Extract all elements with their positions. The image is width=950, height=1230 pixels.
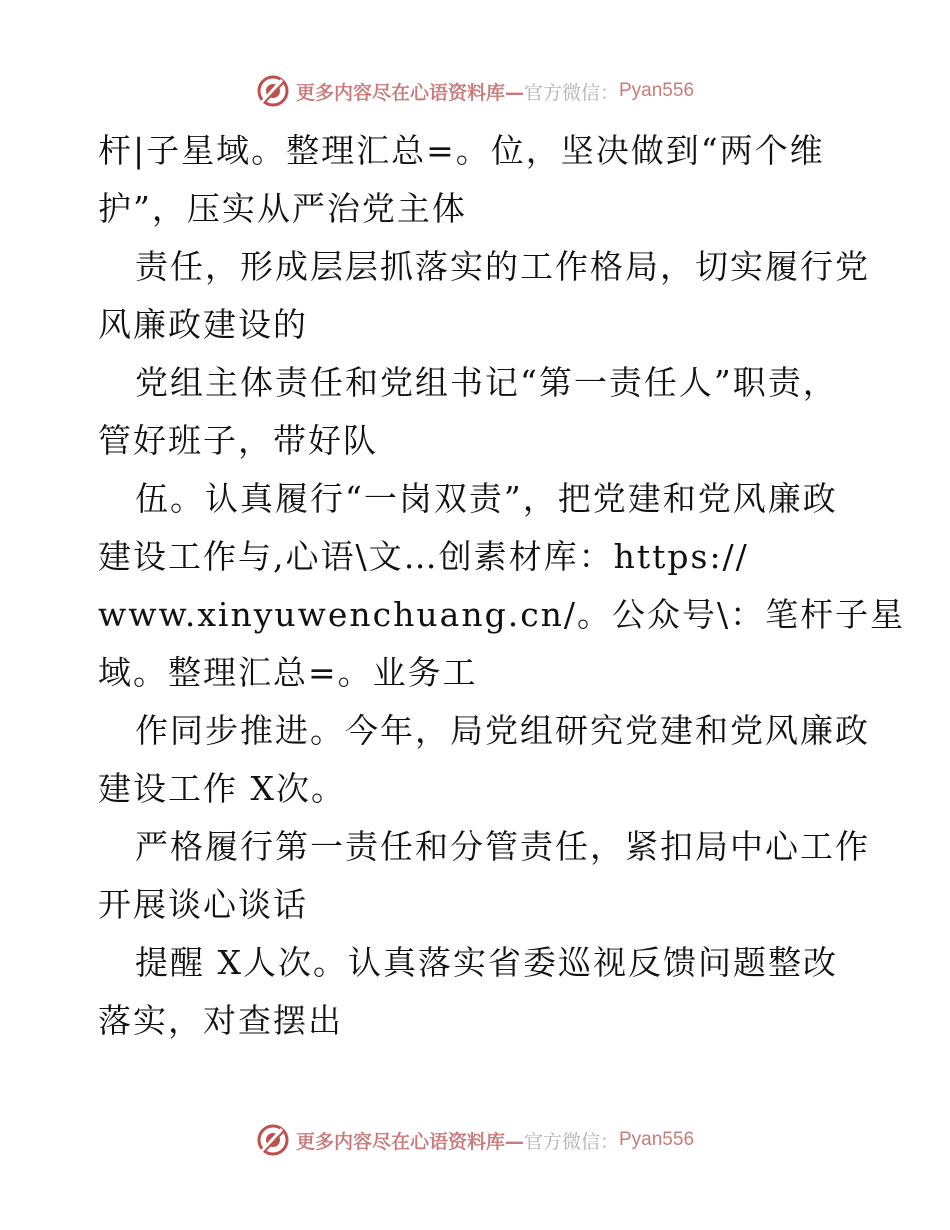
text-line: 开展谈心谈话: [98, 885, 308, 924]
document-body: [98, 122, 906, 1050]
text-line: 责任，形成层层抓落实的工作格局，切实履行党: [135, 247, 870, 286]
text-line: 管好班子，带好队: [98, 421, 378, 460]
text-line: 建设工作与,心语\文…创素材库：https://: [98, 537, 749, 576]
text-line: 落实，对查摆出: [98, 1001, 343, 1040]
watermark-wechat-id: Pyan556: [619, 1129, 695, 1150]
text-line: 杆|子星域。整理汇总=。位，坚决做到“两个维: [98, 131, 825, 170]
watermark-text: 更多内容尽在心语资料库—: [295, 81, 524, 104]
text-line: 作同步推进。今年，局党组研究党建和党风廉政: [135, 711, 870, 750]
text-line: 护”，压实从严治党主体: [98, 189, 467, 228]
text-line: 域。整理汇总=。业务工: [98, 653, 478, 692]
text-line: 建设工作 X次。: [98, 769, 346, 808]
footer-watermark: [0, 1120, 950, 1160]
watermark-wechat-id: Pyan556: [619, 80, 695, 101]
brand-logo-icon: [256, 1123, 290, 1157]
watermark-text: 更多内容尽在心语资料库—: [295, 1130, 524, 1153]
text-line: 党组主体责任和党组书记“第一责任人”职责，: [135, 363, 838, 402]
text-line: 风廉政建设的: [98, 305, 308, 344]
watermark-wechat-label: 官方微信：: [523, 1130, 619, 1153]
header-watermark: [0, 71, 950, 111]
brand-logo-icon: [256, 74, 290, 108]
text-line: 伍。认真履行“一岗双责”，把党建和党风廉政: [135, 479, 838, 518]
watermark-wechat-label: 官方微信：: [523, 81, 619, 104]
text-line: www.xinyuwenchuang.cn/。公众号\：笔杆子星: [98, 595, 906, 634]
text-line: 提醒 X人次。认真落实省委巡视反馈问题整改: [135, 943, 838, 982]
text-line: 严格履行第一责任和分管责任，紧扣局中心工作: [135, 827, 870, 866]
